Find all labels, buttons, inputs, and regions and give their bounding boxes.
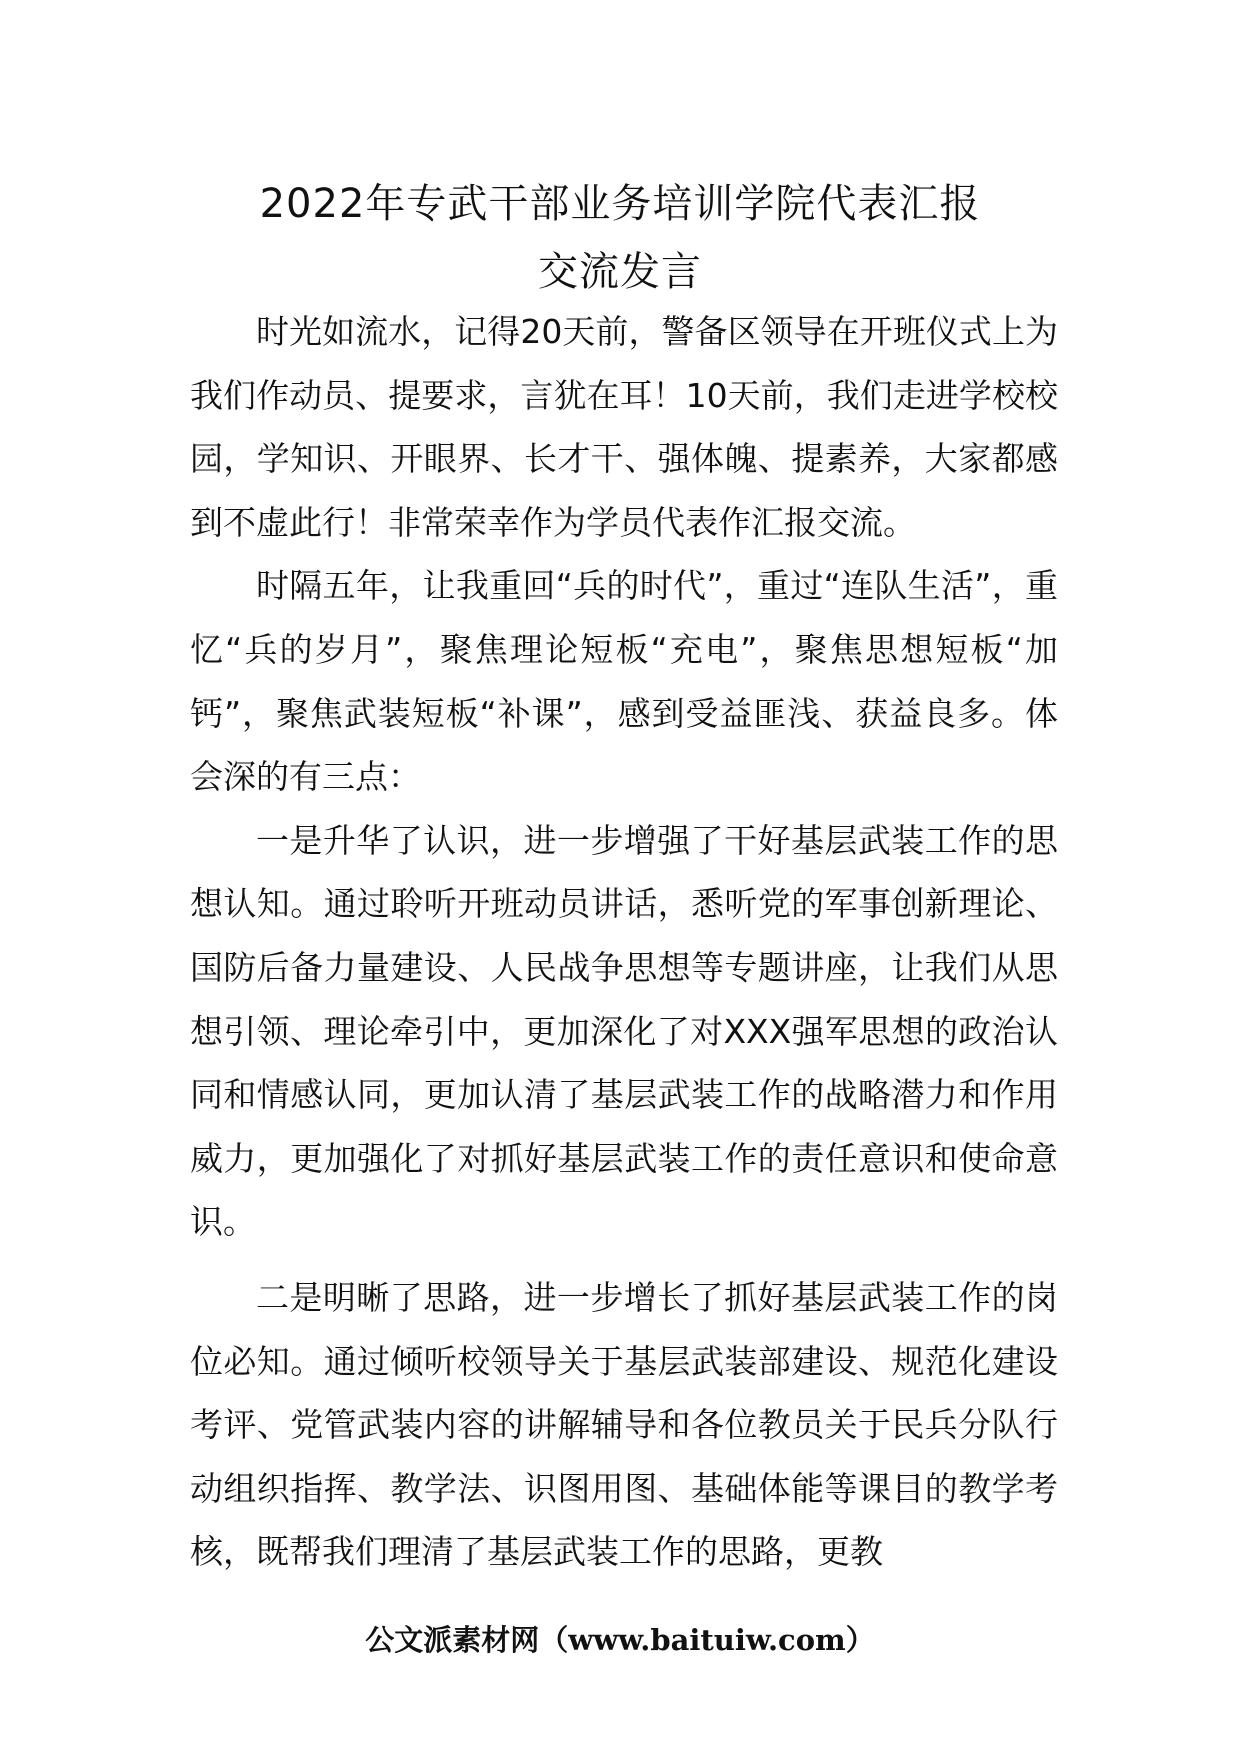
paragraph-1: 时光如流水，记得20天前，警备区领导在开班仪式上为我们作动员、提要求，言犹在耳！10天前，我们走进学校校园，学知识、开眼界、长才干、强体魄、提素养，大家都感到不虚此行！非常荣幸作为学员代表作汇报交流。 [190,312,1058,542]
footer-watermark-text: 公文派素材网（www.baituiw.com） [365,1623,875,1657]
paragraph-4: 二是明晰了思路，进一步增长了抓好基层武装工作的岗位必知。通过倾听校领导关于基层武装部建设、规范化建设考评、党管武装内容的讲解辅导和各位教员关于民兵分队行动组织指挥、教学法、识图用图、基础体能等课目的教学考核，既帮我们理清了基层武装工作的思路，更教 [190,1277,1058,1572]
document-body [190,300,1058,1584]
document-title-line-2: 交流发言 [538,249,702,295]
paragraph-2: 时隔五年，让我重回“兵的时代”，重过“连队生活”，重忆“兵的岁月”，聚焦理论短板“充电”，聚焦思想短板“加钙”，聚焦武装短板“补课”，感到受益匪浅、获益良多。体会深的有三点： [190,566,1058,797]
paragraph-3: 一是升华了认识，进一步增强了干好基层武装工作的思想认知。通过聆听开班动员讲话，悉听党的军事创新理论、国防后备力量建设、人民战争思想等专题讲座，让我们从思想引领、理论牵引中，更加深化了对XXX强军思想的政治认同和情感认同，更加认清了基层武装工作的战略潜力和作用威力，更加强化了对抓好基层武装工作的责任意识和使命意识。 [190,820,1058,1242]
document-title-line-1: 2022年专武干部业务培训学院代表汇报 [259,181,981,227]
